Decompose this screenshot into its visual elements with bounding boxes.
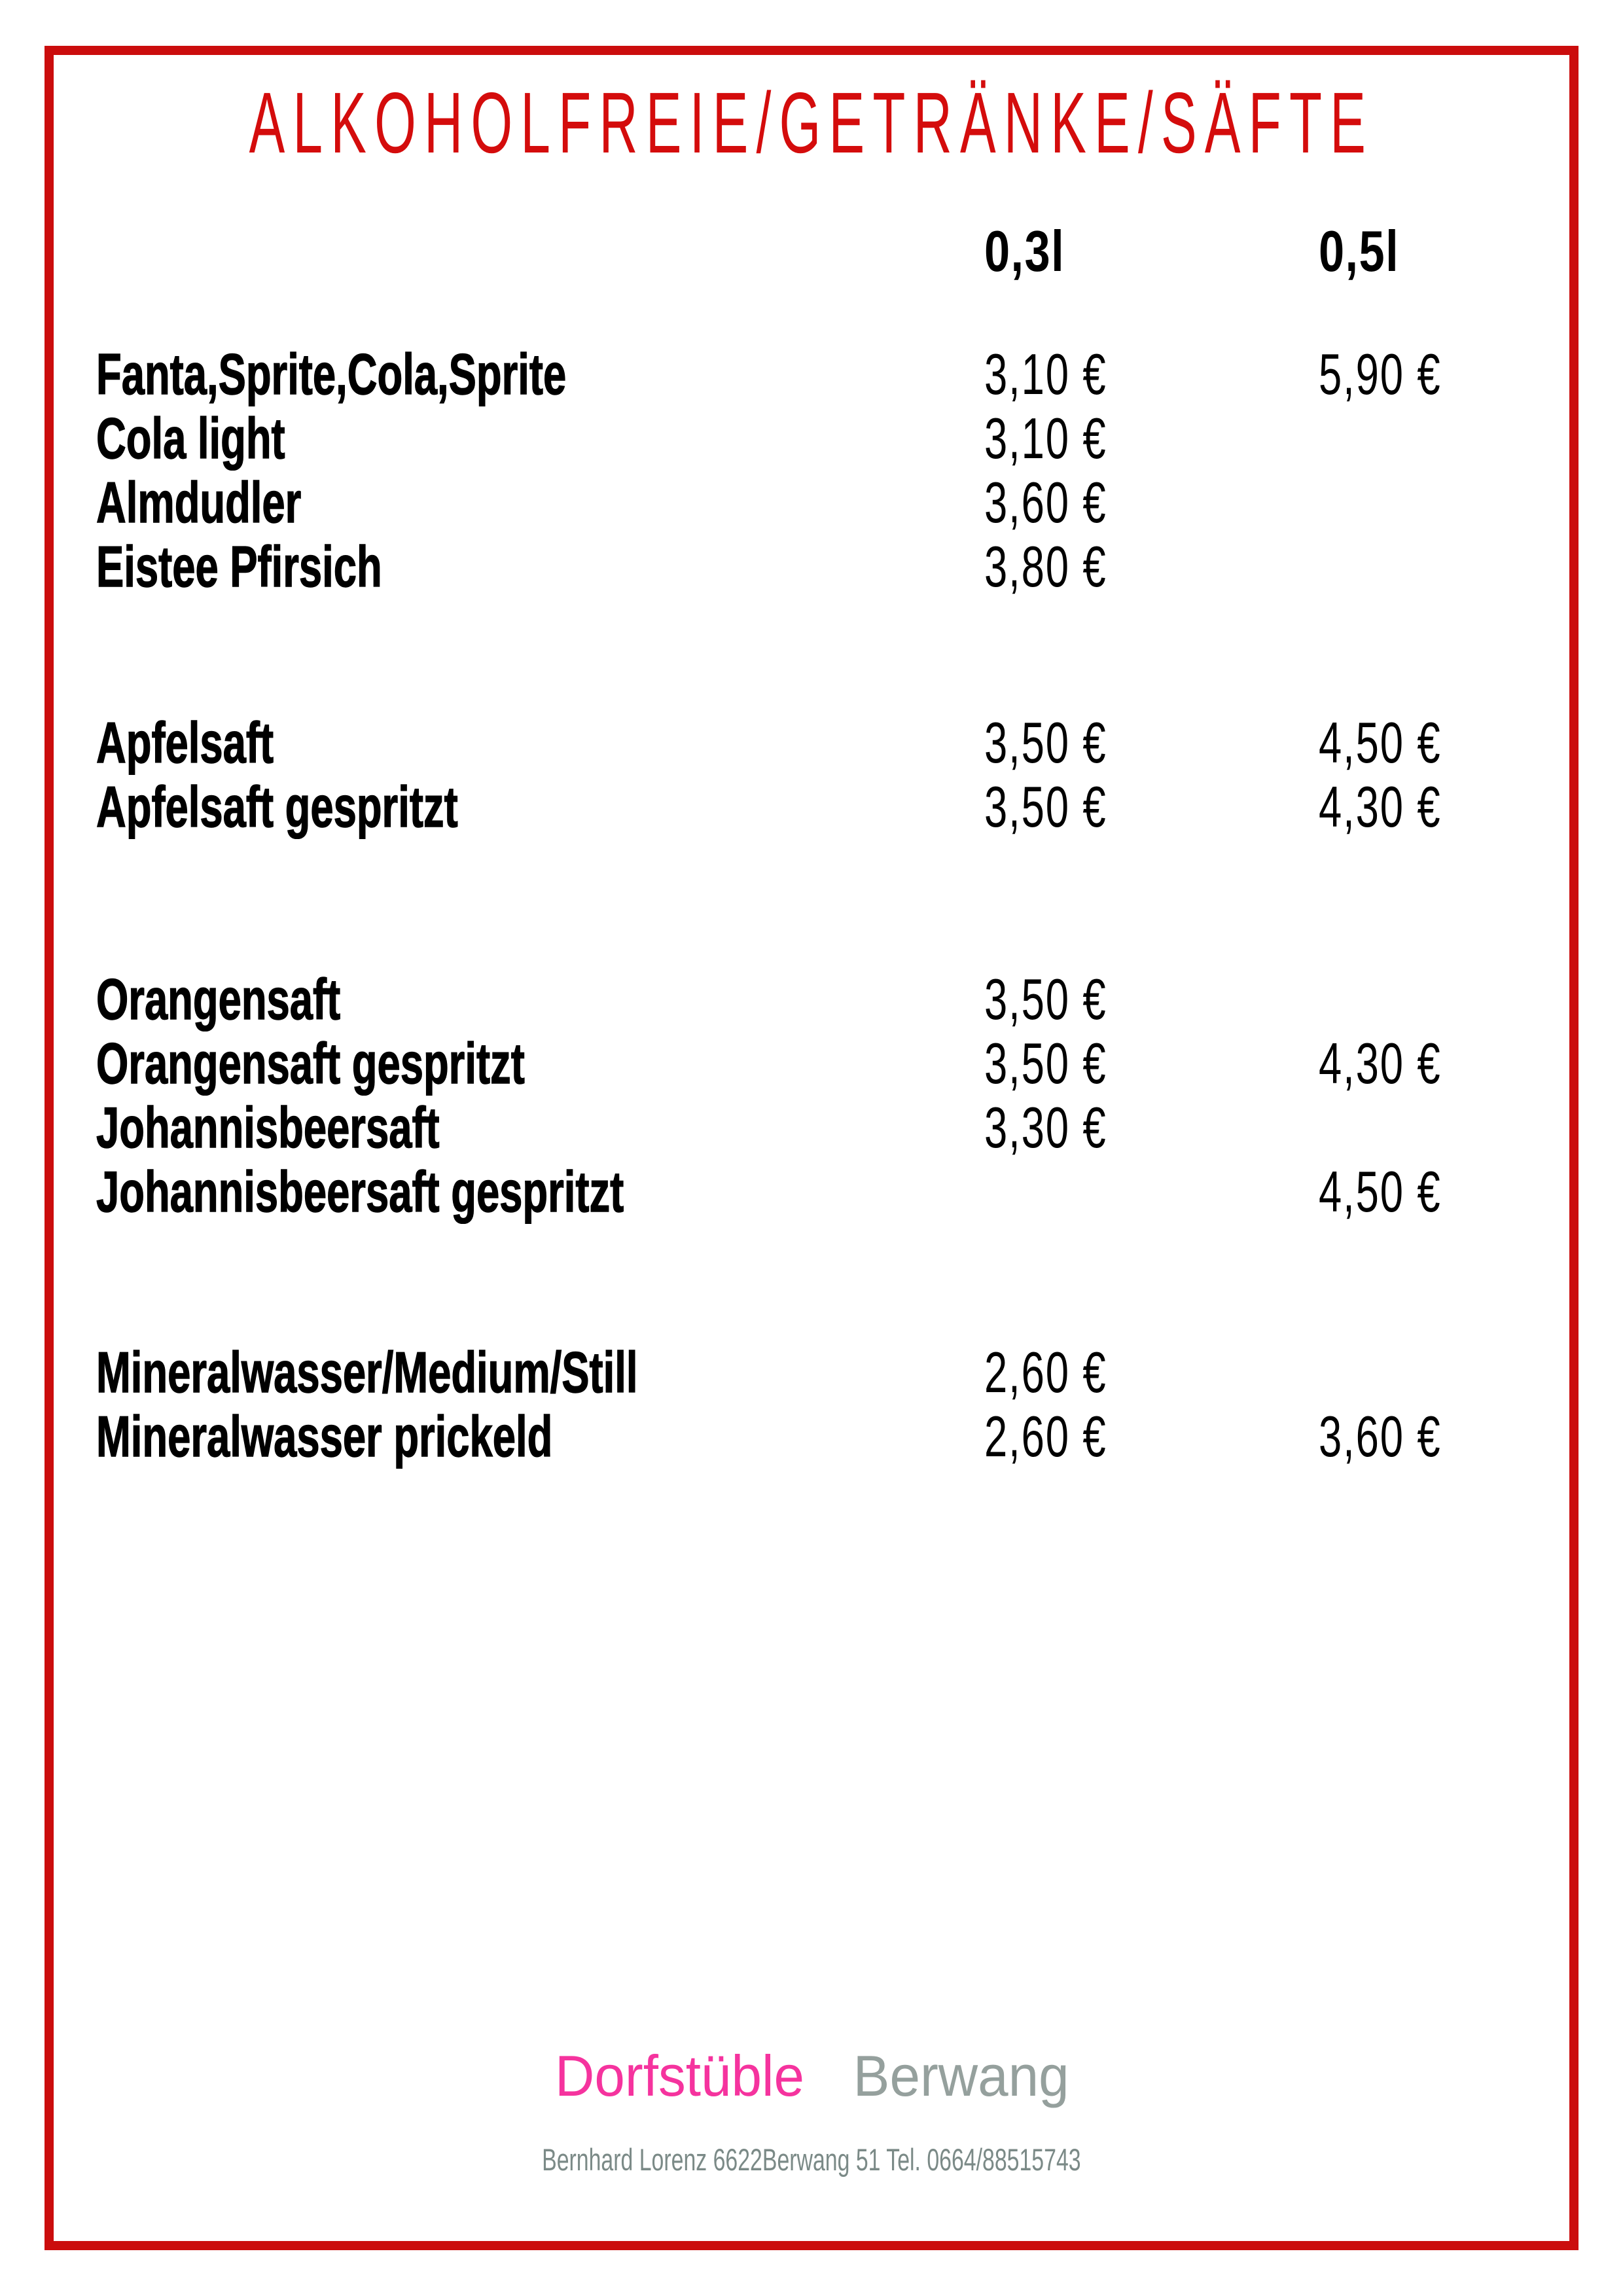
menu <box>96 0 1571 2296</box>
item-price-05l: 4,30 € <box>1319 1031 1442 1096</box>
column-header-05l: 0,5l <box>1319 219 1400 283</box>
column-header-03l: 0,3l <box>984 219 1065 283</box>
menu-row <box>96 342 1571 406</box>
item-price-05l: 4,50 € <box>1319 1159 1442 1224</box>
item-name: Almdudler <box>96 470 302 535</box>
menu-row <box>96 1096 1571 1160</box>
item-name: Johannisbeersaft <box>96 1095 440 1160</box>
item-price-05l: 3,60 € <box>1319 1404 1442 1469</box>
item-price-05l: 4,50 € <box>1319 710 1442 775</box>
contact-line-container <box>0 2142 1623 2178</box>
menu-row <box>96 1340 1571 1405</box>
menu-section-apfelsaft <box>96 711 1571 839</box>
item-price-03l: 3,50 € <box>984 1031 1107 1096</box>
item-name: Johannisbeersaft gespritzt <box>96 1159 624 1224</box>
menu-row <box>96 1031 1571 1096</box>
brand-location: Berwang <box>853 2043 1069 2108</box>
item-price-05l: 5,90 € <box>1319 342 1442 406</box>
item-price-03l: 3,50 € <box>984 710 1107 775</box>
item-price-05l: 4,30 € <box>1319 774 1442 839</box>
item-name: Orangensaft gespritzt <box>96 1031 525 1096</box>
menu-row <box>96 1405 1571 1469</box>
item-price-03l: 3,60 € <box>984 470 1107 535</box>
menu-row <box>96 1160 1571 1224</box>
item-price-03l: 3,50 € <box>984 967 1107 1031</box>
item-price-03l: 3,10 € <box>984 342 1107 406</box>
item-name: Mineralwasser/Medium/Still <box>96 1340 638 1405</box>
item-price-03l: 3,80 € <box>984 534 1107 599</box>
item-price-03l: 3,30 € <box>984 1095 1107 1160</box>
menu-row <box>96 471 1571 535</box>
page-title: ALKOHOLFREIE/GETRÄNKE/SÄFTE <box>249 75 1374 171</box>
item-price-03l: 3,10 € <box>984 406 1107 471</box>
menu-section-saefte <box>96 967 1571 1224</box>
brand-logo <box>0 2043 1623 2108</box>
contact-line: Bernhard Lorenz 6622Berwang 51 Tel. 0664/88515743 <box>542 2142 1081 2177</box>
item-price-03l: 3,50 € <box>984 774 1107 839</box>
menu-section-mineralwasser <box>96 1340 1571 1469</box>
menu-row <box>96 711 1571 775</box>
brand-name: Dorfstüble <box>554 2043 804 2108</box>
item-name: Mineralwasser prickeld <box>96 1404 553 1469</box>
item-name: Apfelsaft gespritzt <box>96 774 458 839</box>
menu-row <box>96 535 1571 599</box>
item-name: Orangensaft <box>96 967 341 1031</box>
menu-row <box>96 967 1571 1031</box>
menu-row <box>96 406 1571 471</box>
menu-section-softdrinks <box>96 342 1571 599</box>
item-price-03l: 2,60 € <box>984 1404 1107 1469</box>
item-price-03l: 2,60 € <box>984 1340 1107 1405</box>
item-name: Fanta,Sprite,Cola,Sprite <box>96 342 567 406</box>
menu-row <box>96 775 1571 839</box>
item-name: Cola light <box>96 406 285 471</box>
item-name: Apfelsaft <box>96 710 274 775</box>
item-name: Eistee Pfirsich <box>96 534 382 599</box>
